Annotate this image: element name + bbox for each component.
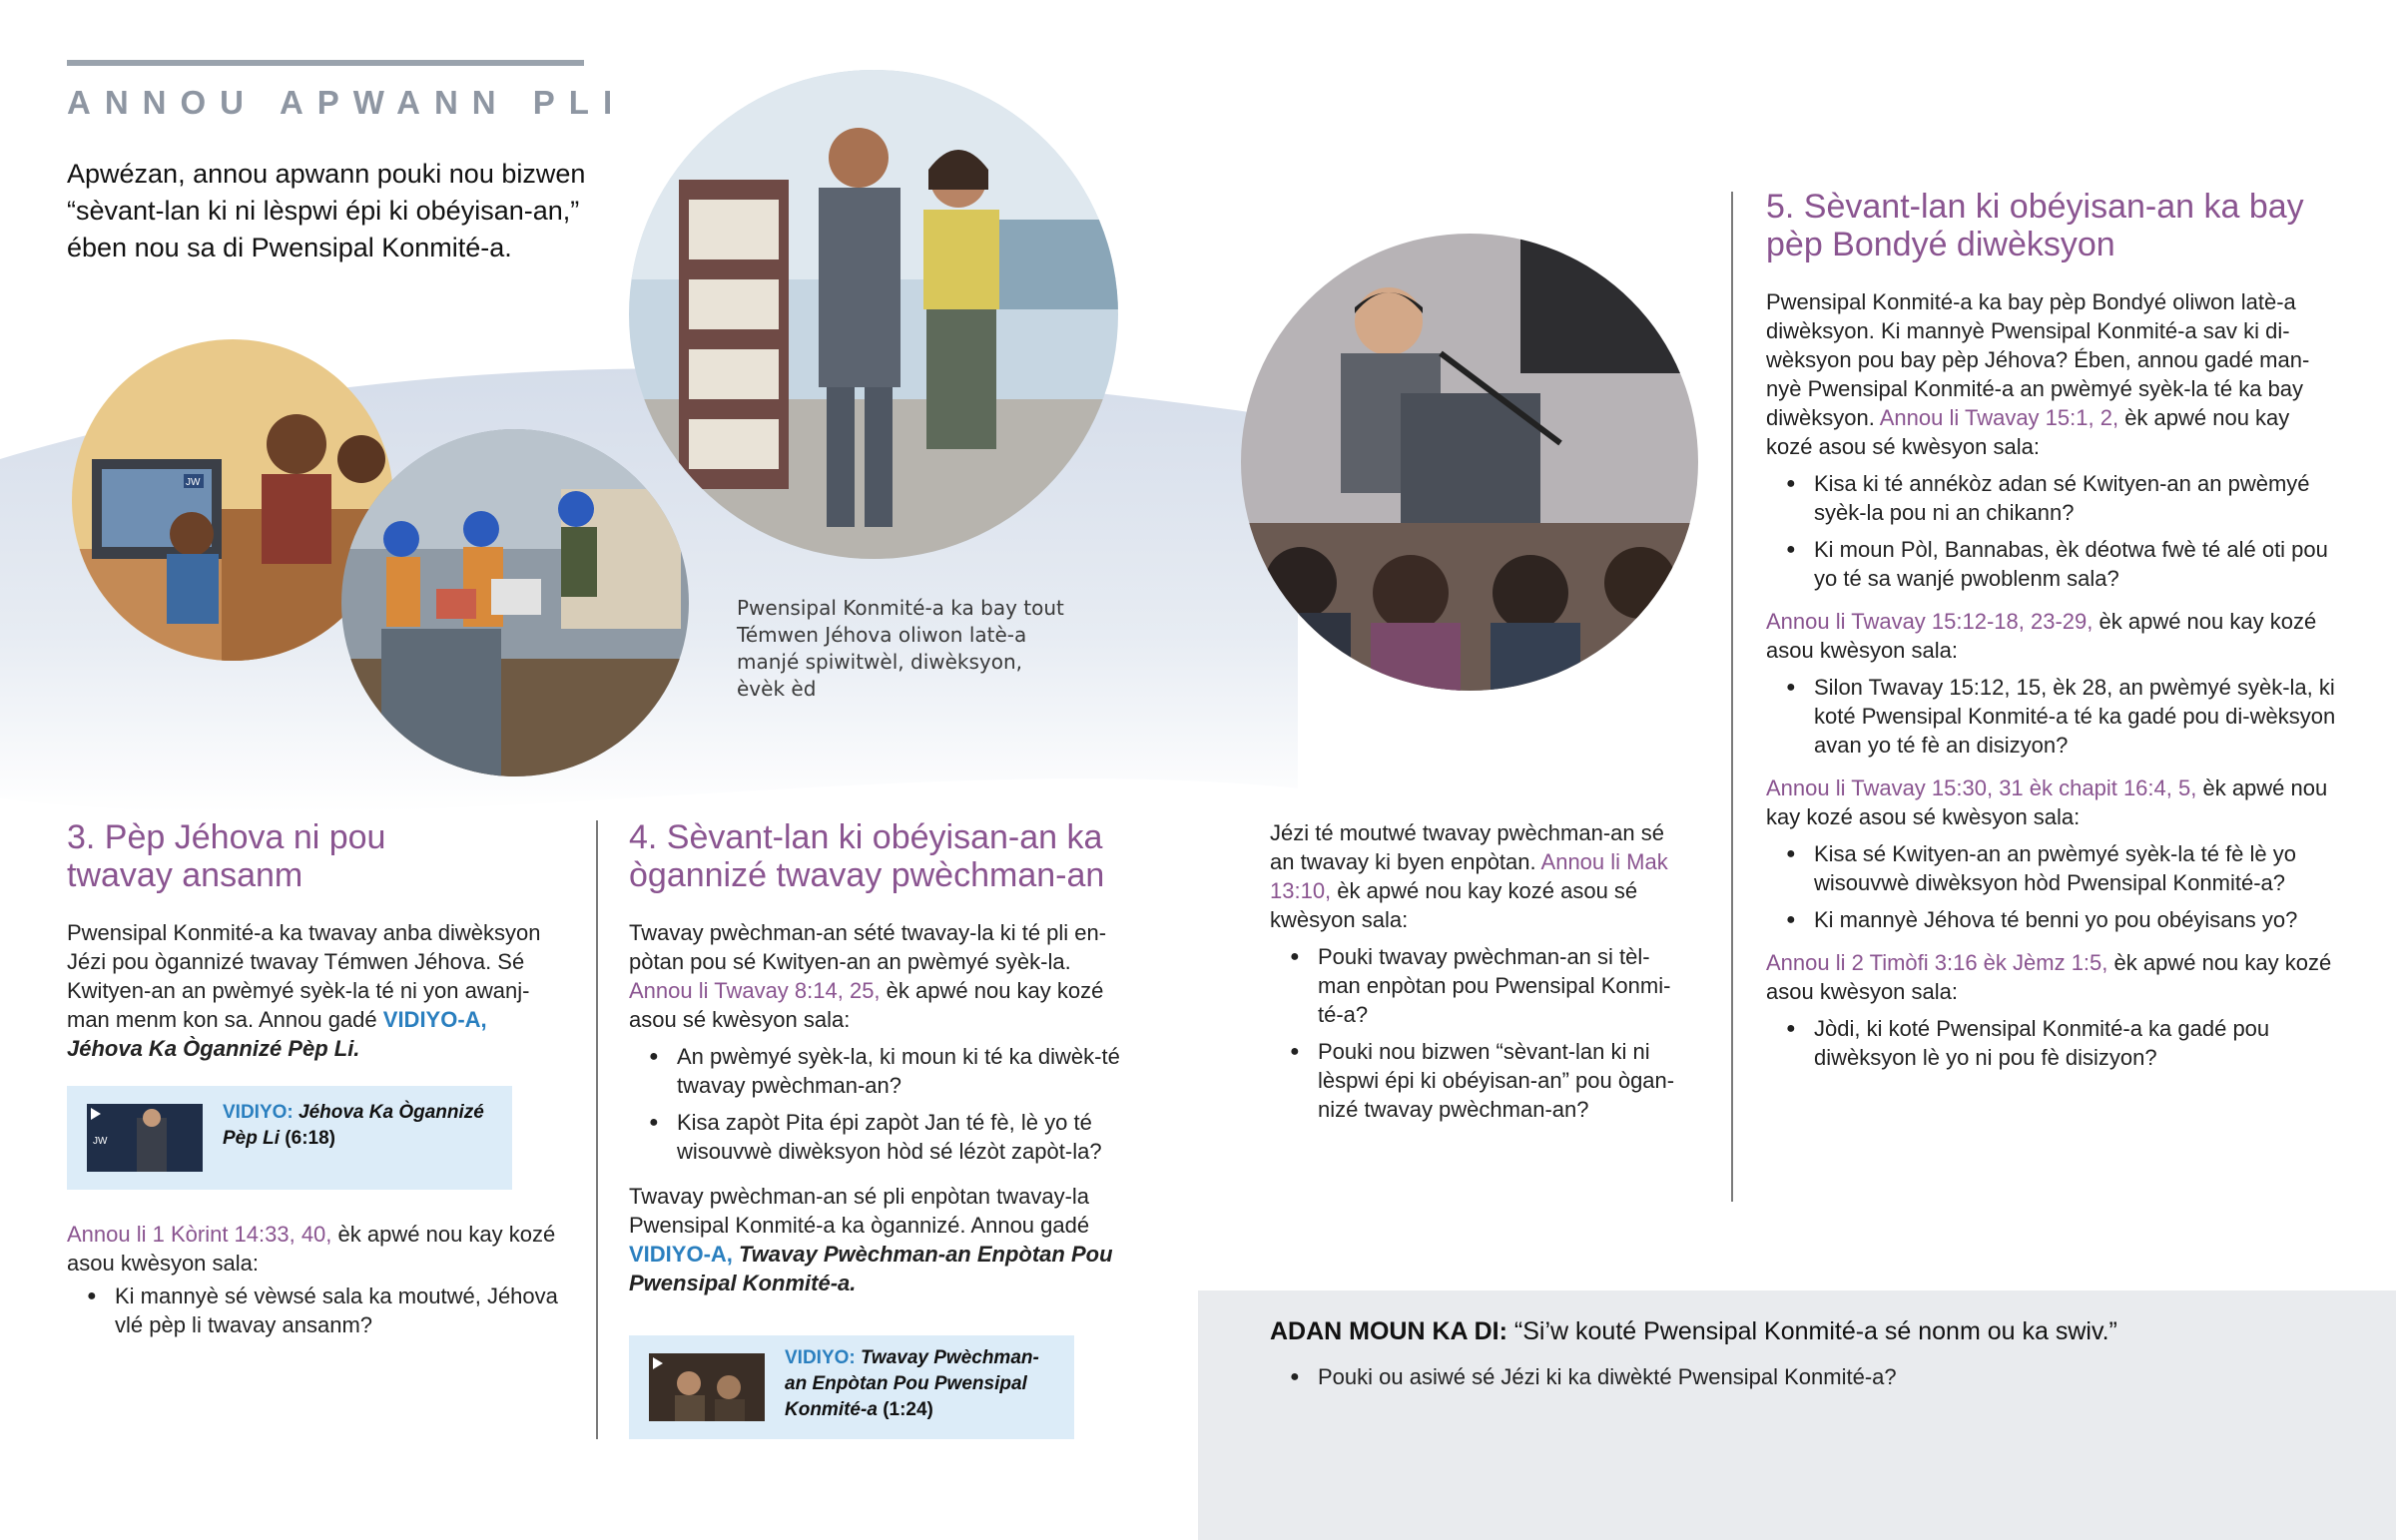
header-rule bbox=[67, 60, 584, 66]
question-list bbox=[1766, 673, 2339, 760]
section-5-body bbox=[1766, 287, 2339, 1086]
illustration-volunteers bbox=[341, 429, 689, 776]
question-list bbox=[1270, 1362, 2348, 1391]
section-3-body bbox=[67, 918, 566, 1077]
video-title: VIDIYO: Jéhova Ka Ògannizé Pèp Li (6:18) bbox=[223, 1102, 484, 1149]
video-title: VIDIYO: Twavay Pwèchman-an Enpòtan Pou Pwensipal Konmité-a (1:24) bbox=[785, 1347, 1039, 1420]
someone-might-say-questions bbox=[1270, 1362, 2348, 1405]
video-link[interactable]: VIDIYO-A, bbox=[629, 1242, 733, 1267]
scripture-ref: Annou li 2 Timòfi 3:16 èk Jèmz 1:5, èk apwé nou kay kozé asou kwèsyon sala: bbox=[1766, 950, 2332, 1004]
question-item: ● Kisa ki té annékòz adan sé Kwityen-an an pwèmyé syèk-la pou ni an chikann? bbox=[1766, 469, 2339, 527]
section-3-ref-block bbox=[67, 1220, 566, 1353]
video-reference-title: Jéhova Ka Ògannizé Pèp Li. bbox=[67, 1036, 360, 1061]
section-4-continued bbox=[1270, 818, 1679, 1138]
scripture-ref: Annou li Twavay 15:30, 31 èk chapit 16:4, 5, èk apwé nou kay kozé asou sé kwèsyon sala: bbox=[1766, 775, 2328, 829]
question-item: ● Pouki ou asiwé sé Jézi ki ka diwèkté Pwensipal Konmité-a? bbox=[1270, 1362, 2348, 1391]
scripture-ref: Annou li Twavay 15:12-18, 23-29, èk apwé nou kay kozé asou kwèsyon sala: bbox=[1766, 609, 2317, 663]
question-list bbox=[1766, 469, 2339, 593]
section-4-body: Twavay pwèchman-an sété twavay-la ki té pli en-pòtan pou sé Kwityen-an an pwèmyé syèk-la. Annou li Twavay 8:14, 25, èk apwé nou kay kozé asou sé kwèsyon sala: ● An pwèmyé syèk-la, ki moun ki té ka diwèk-té twavay pwèchman-an? ● Kisa zapòt Pita épi zapòt Jan té fè, lè yo té wisouvwè diwèksyon hòd sé lézòt zapòt-la? Twavay pwèchman-an sé pli enpòtan twavay-la Pwensipal Konmité-a ka ògannizé. Annou gadé VIDIYO-A, Twavay Pwèchman-an Enpòtan Pou Pwensipal Konmité-a. bbox=[629, 918, 1128, 1311]
question-item: ● Ki mannyè sé vèwsé sala ka moutwé, Jéhova vlé pèp li twavay ansanm? bbox=[67, 1282, 566, 1339]
section-4b-paragraph: Jézi té moutwé twavay pwèchman-an sé an twavay ki byen enpòtan. Annou li Mak 13:10, èk apwé nou kay kozé asou sé kwèsyon sala: bbox=[1270, 820, 1668, 932]
illustration-speaker-podium bbox=[1241, 234, 1698, 691]
section-4-paragraph-2: Twavay pwèchman-an sé pli enpòtan twavay-la Pwensipal Konmité-a ka ògannizé. Annou gadé VIDIYO-A, Twavay Pwèchman-an Enpòtan Pou Pwensipal Konmité-a. bbox=[629, 1184, 1113, 1295]
section-4-title: 4. Sèvant-lan ki obéyisan-an ka ògannizé twavay pwèchman-an bbox=[629, 818, 1105, 894]
section-3-paragraph: Pwensipal Konmité-a ka twavay anba diwèksyon Jézi pou ògannizé twavay Témwen Jéhova. Sé Kwityen-an an pwèmyé syèk-la té ni yon awanj-man menm kon sa. Annou gadé VIDIYO-A, Jéhova Ka Ògannizé Pèp Li. bbox=[67, 920, 541, 1061]
question-list bbox=[1766, 839, 2339, 934]
question-item: ● Silon Twavay 15:12, 15, èk 28, an pwèmyé syèk-la, ki koté Pwensipal Konmité-a té ka gadé pou di-wèksyon avan yo té fè an disizyon? bbox=[1766, 673, 2339, 760]
question-item: ● Pouki twavay pwèchman-an si tèl-man enpòtan pou Pwensipal Konmi-té-a? bbox=[1270, 942, 1679, 1029]
illustration-caption: Pwensipal Konmité-a ka bay tout Témwen Jéhova oliwon latè-a manjé spiwitwèl, diwèksyon, èvèk èd bbox=[737, 596, 1064, 701]
scripture-ref: Annou li 1 Kòrint 14:33, 40, èk apwé nou kay kozé asou kwèsyon sala: bbox=[67, 1222, 556, 1276]
question-list bbox=[1766, 1014, 2339, 1072]
video-box-3[interactable] bbox=[67, 1086, 512, 1190]
column-divider bbox=[596, 820, 598, 1439]
section-5-paragraph: Pwensipal Konmité-a ka bay pèp Bondyé oliwon latè-a diwèksyon. Ki mannyè Pwensipal Konmité-a sav ki di-wèksyon pou bay pèp Jéhova? Ében, annou gadé man-nyè Pwensipal Konmité-a an pwèmyé syèk-la té ka bay diwèksyon. Annou li Twavay 15:1, 2, èk apwé nou kay kozé asou sé kwèsyon sala: bbox=[1766, 289, 2310, 459]
question-list bbox=[629, 1042, 1128, 1166]
video-box-4[interactable] bbox=[629, 1335, 1074, 1439]
question-item: ● Pouki nou bizwen “sèvant-lan ki ni lèspwi épi ki obéyisan-an” pou ògan-nizé twavay pwèchman-an? bbox=[1270, 1037, 1679, 1124]
scripture-ref: Annou li Twavay 8:14, 25, èk apwé nou kay kozé asou sé kwèsyon sala: bbox=[629, 978, 1104, 1032]
video-thumbnail[interactable] bbox=[649, 1353, 765, 1421]
question-list bbox=[1270, 942, 1679, 1124]
video-thumbnail[interactable] bbox=[87, 1104, 203, 1172]
video-reference-title: Twavay Pwèchman-an Enpòtan Pou Pwensipal Konmité-a. bbox=[629, 1242, 1113, 1295]
intro-paragraph: Apwézan, annou apwann pouki nou bizwen “sèvant-lan ki ni lèspwi épi ki obéyisan-an,” ében nou sa di Pwensipal Konmité-a. bbox=[67, 159, 586, 262]
question-item: ● An pwèmyé syèk-la, ki moun ki té ka diwèk-té twavay pwèchman-an? bbox=[629, 1042, 1128, 1100]
question-list bbox=[67, 1282, 566, 1339]
tv-logo: JW bbox=[186, 477, 201, 488]
question-item: ● Kisa zapòt Pita épi zapòt Jan té fè, lè yo té wisouvwè diwèksyon hòd sé lézòt zapòt-la? bbox=[629, 1108, 1128, 1166]
question-item: ● Ki moun Pòl, Bannabas, èk déotwa fwè té alé oti pou yo té sa wanjé pwoblenm sala? bbox=[1766, 535, 2339, 593]
someone-might-say-heading: ADAN MOUN KA DI: “Si’w kouté Pwensipal Konmité-a sé nonm ou ka swiv.” bbox=[1270, 1317, 2117, 1345]
thumb-logo: JW bbox=[93, 1136, 108, 1147]
question-item: ● Kisa sé Kwityen-an an pwèmyé syèk-la té fè lè yo wisouvwè diwèksyon hòd Pwensipal Konmité-a? bbox=[1766, 839, 2339, 897]
section-3-title: 3. Pèp Jéhova ni pou twavay ansanm bbox=[67, 818, 386, 894]
question-item: ● Jòdi, ki koté Pwensipal Konmité-a ka gadé pou diwèksyon lè yo ni pou fè disizyon? bbox=[1766, 1014, 2339, 1072]
video-link[interactable]: VIDIYO-A, bbox=[382, 1007, 487, 1032]
illustration-literature-cart bbox=[629, 70, 1118, 559]
column-divider bbox=[1731, 192, 1733, 1202]
section-5-title: 5. Sèvant-lan ki obéyisan-an ka bay pèp Bondyé diwèksyon bbox=[1766, 188, 2304, 263]
question-item: ● Ki mannyè Jéhova té benni yo pou obéyisans yo? bbox=[1766, 905, 2339, 934]
section-kicker: ANNOU APWANN PLI bbox=[67, 84, 627, 121]
